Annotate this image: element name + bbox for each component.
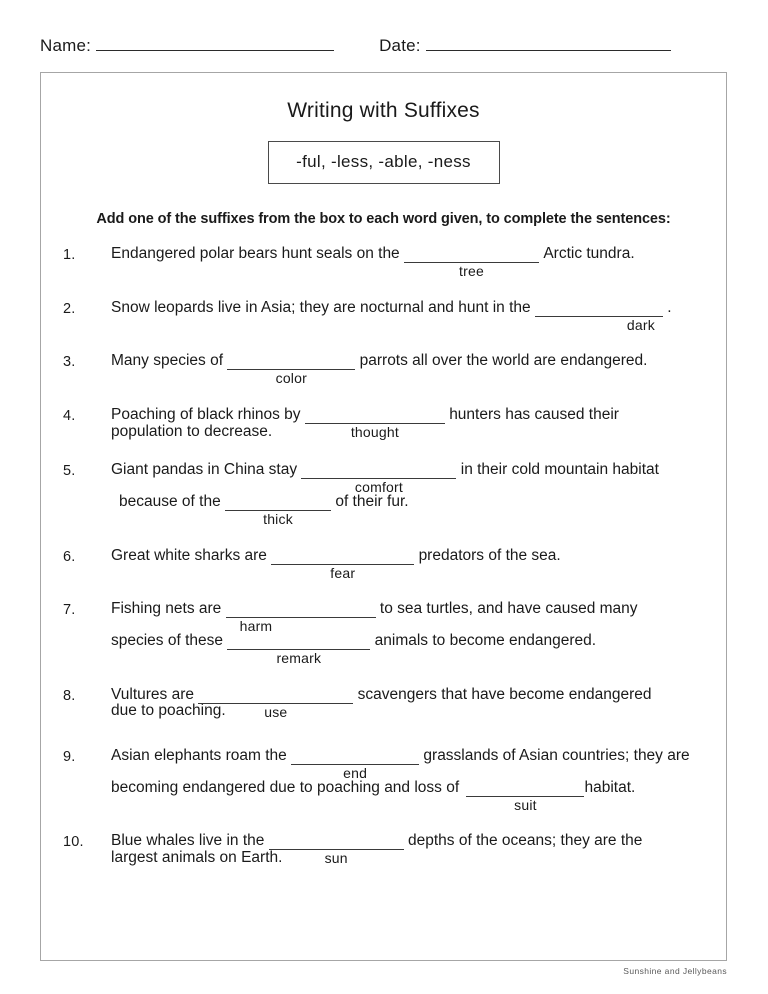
hint-word: end <box>343 765 368 782</box>
answer-blank[interactable] <box>301 461 456 495</box>
question-item <box>63 461 714 526</box>
question-text-tail: in their cold mountain habitat <box>460 461 659 479</box>
blank-line[interactable] <box>301 461 456 479</box>
question-text: Blue whales live in the <box>111 832 265 850</box>
spacer <box>63 812 714 832</box>
name-date-header <box>40 36 730 64</box>
answer-blank[interactable] <box>226 600 376 634</box>
question-text: Fishing nets are <box>111 600 222 618</box>
question-text-line2: due to poaching. <box>111 702 226 720</box>
question-text-line2: becoming endangered due to poaching and loss of <box>111 778 460 796</box>
question-body <box>111 747 714 812</box>
question-text-tail: hunters has caused their <box>449 406 619 424</box>
answer-blank[interactable] <box>271 547 414 581</box>
page-title: Writing with Suffixes <box>287 99 480 122</box>
question-body <box>111 461 714 526</box>
blank-line[interactable] <box>225 493 331 511</box>
question-text-tail: to sea turtles, and have caused many <box>379 600 638 618</box>
question-body <box>111 245 714 279</box>
question-text: Vultures are <box>111 685 194 703</box>
spacer <box>63 332 714 352</box>
answer-blank[interactable] <box>227 632 370 666</box>
question-text-tail: predators of the sea. <box>418 546 561 564</box>
question-text: Snow leopards live in Asia; they are nocturnal and hunt in the <box>111 298 531 316</box>
question-text-tail: . <box>667 298 672 316</box>
name-write-in-line[interactable] <box>96 36 334 51</box>
hint-word: remark <box>276 650 322 667</box>
question-body <box>111 406 714 441</box>
blank-line[interactable] <box>227 632 370 650</box>
answer-blank[interactable] <box>291 747 419 781</box>
question-body <box>111 299 714 333</box>
spacer <box>63 666 714 686</box>
spacer <box>63 721 714 747</box>
question-number: 10. <box>63 834 84 851</box>
question-text-line2: population to decrease. <box>111 422 273 440</box>
blank-line[interactable] <box>226 600 376 618</box>
answer-blank[interactable] <box>198 686 353 720</box>
question-item <box>63 686 714 721</box>
question-text-line2-tail: animals to become endangered. <box>374 632 597 650</box>
question-item <box>63 747 714 812</box>
question-item <box>63 245 714 279</box>
question-item <box>63 547 714 581</box>
blank-line[interactable] <box>535 299 663 317</box>
question-list <box>41 245 726 868</box>
question-number: 3. <box>63 354 76 371</box>
answer-blank[interactable] <box>225 493 331 527</box>
hint-word: fear <box>330 564 356 581</box>
question-number: 4. <box>63 408 76 425</box>
question-body <box>111 352 714 386</box>
hint-word: tree <box>459 263 484 279</box>
hint-word: sun <box>324 850 348 867</box>
hint-word: thought <box>350 424 399 441</box>
hint-word: dark <box>626 316 655 333</box>
blank-line[interactable] <box>269 832 404 850</box>
question-number: 7. <box>63 602 76 619</box>
question-number: 2. <box>63 300 76 317</box>
question-text-tail: depths of the oceans; they are the <box>408 832 643 850</box>
question-text: Giant pandas in China stay <box>111 461 298 479</box>
question-text-line2: largest animals on Earth. <box>111 849 283 867</box>
spacer <box>63 279 714 299</box>
question-number: 6. <box>63 548 76 565</box>
question-text-line2-tail: habitat. <box>584 778 636 796</box>
spacer <box>63 527 714 547</box>
question-text-line2-tail: of their fur. <box>335 493 409 511</box>
hint-word: thick <box>263 511 293 528</box>
hint-word: harm <box>239 618 273 635</box>
question-text-line2: because of the <box>119 493 221 511</box>
blank-line[interactable] <box>271 547 414 565</box>
answer-blank[interactable] <box>227 352 355 386</box>
question-text: Endangered polar bears hunt seals on the <box>111 245 400 262</box>
question-item <box>63 600 714 665</box>
question-number: 5. <box>63 463 76 480</box>
blank-line[interactable] <box>305 406 445 424</box>
hint-word: suit <box>514 796 537 813</box>
question-number: 9. <box>63 749 76 766</box>
blank-line[interactable] <box>291 747 419 765</box>
question-text: Great white sharks are <box>111 546 267 564</box>
question-item <box>63 406 714 441</box>
date-label: Date: <box>379 36 421 55</box>
name-label: Name: <box>40 36 92 55</box>
hint-word: use <box>264 703 288 720</box>
question-text: Many species of <box>111 352 223 370</box>
instructions-text: Add one of the suffixes from the box to each word given, to complete the sentences: <box>96 211 671 227</box>
question-text-tail: parrots all over the world are endangered. <box>359 352 648 370</box>
question-text-tail: scavengers that have become endangered <box>357 685 652 703</box>
blank-line[interactable] <box>404 245 539 263</box>
date-write-in-line[interactable] <box>426 36 671 51</box>
question-body <box>111 600 714 665</box>
spacer <box>63 386 714 406</box>
suffix-word-bank: -ful, -less, -able, -ness <box>268 141 500 184</box>
hint-word: color <box>275 370 307 387</box>
question-text-tail: grasslands of Asian countries; they are <box>423 747 690 765</box>
answer-blank[interactable] <box>535 299 663 333</box>
question-text: Poaching of black rhinos by <box>111 406 301 424</box>
question-item <box>63 832 714 867</box>
blank-line[interactable] <box>466 779 584 797</box>
spacer <box>63 580 714 600</box>
question-body <box>111 832 714 867</box>
question-text: Asian elephants roam the <box>111 747 287 765</box>
blank-line[interactable] <box>198 686 353 704</box>
worksheet-sheet <box>40 72 727 961</box>
answer-blank[interactable] <box>269 832 404 866</box>
question-text-tail: Arctic tundra. <box>543 245 635 262</box>
blank-line[interactable] <box>227 352 355 370</box>
question-body <box>111 686 714 721</box>
answer-blank[interactable] <box>404 245 539 279</box>
question-item <box>63 299 714 333</box>
question-number: 8. <box>63 687 76 704</box>
question-body <box>111 547 714 581</box>
spacer <box>63 441 714 461</box>
footer-credit: Sunshine and Jellybeans <box>623 966 727 976</box>
question-number: 1. <box>63 247 76 263</box>
question-item <box>63 352 714 386</box>
answer-blank[interactable] <box>305 406 445 440</box>
question-text-line2: species of these <box>111 632 224 650</box>
hint-word: comfort <box>354 479 403 496</box>
answer-blank[interactable] <box>466 779 584 813</box>
